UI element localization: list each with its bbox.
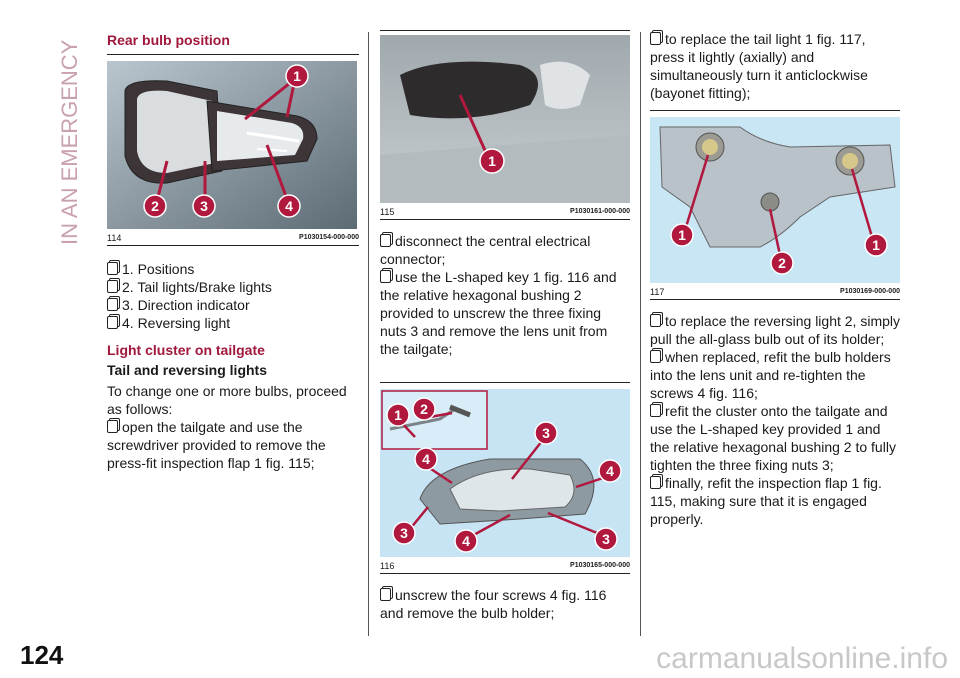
callout-3 xyxy=(193,195,215,217)
legend-item: 1. Positions xyxy=(107,260,359,278)
figure-code: P1030169-000-000 xyxy=(840,288,900,295)
side-title-text: IN AN EMERGENCY xyxy=(57,39,82,245)
svg-text:1: 1 xyxy=(872,237,880,253)
figure-116-image xyxy=(380,389,630,557)
figure-115-caption xyxy=(380,205,630,219)
callout-4 xyxy=(415,448,437,470)
checkbox-icon xyxy=(650,32,661,45)
checkbox-icon xyxy=(650,314,661,327)
step-item: to replace the tail light 1 fig. 117, press it lightly (axially) and simultaneously turn it anticlockwise (bayonet fitting); xyxy=(650,31,868,101)
step-item: disconnect the central electrical connector; xyxy=(380,233,591,267)
callout-1 xyxy=(480,149,504,173)
figure-117-image xyxy=(650,117,900,283)
figure-number: 114 xyxy=(107,233,122,243)
svg-text:1: 1 xyxy=(678,227,686,243)
svg-text:4: 4 xyxy=(606,463,614,479)
figure-115-image xyxy=(380,35,630,203)
svg-text:3: 3 xyxy=(200,198,208,214)
callout-3 xyxy=(535,422,557,444)
step-item: finally, refit the inspection flap 1 fig. 115, making sure that it is engaged properly. xyxy=(650,475,882,527)
legend-list xyxy=(107,260,359,332)
step-item: use the L-shaped key 1 fig. 116 and the relative hexagonal bushing 2 provided to unscrew the three fixing nuts 3 and remove the lens unit from the tailgate; xyxy=(380,269,617,357)
svg-text:4: 4 xyxy=(285,198,293,214)
column-1 xyxy=(107,30,359,472)
watermark: carmanualsonline.info xyxy=(656,642,948,675)
svg-text:3: 3 xyxy=(400,525,408,541)
column-divider xyxy=(640,32,641,636)
figure-114-caption xyxy=(107,231,359,245)
column-divider xyxy=(368,32,369,636)
legend-item: 4. Reversing light xyxy=(107,314,359,332)
step-item: unscrew the four screws 4 fig. 116 and remove the bulb holder; xyxy=(380,587,607,621)
callout-2 xyxy=(144,195,166,217)
callout-1 xyxy=(671,224,693,246)
checkbox-icon xyxy=(380,234,391,247)
callout-2 xyxy=(771,252,793,274)
callout-4 xyxy=(455,530,477,552)
figure-number: 116 xyxy=(380,561,395,571)
intro-text: To change one or more bulbs, proceed as follows: xyxy=(107,383,347,417)
svg-text:2: 2 xyxy=(778,255,786,271)
checkbox-icon xyxy=(107,420,118,433)
svg-text:4: 4 xyxy=(462,533,470,549)
figure-code: P1030154-000-000 xyxy=(299,234,359,241)
svg-text:1: 1 xyxy=(293,68,301,84)
column-2 xyxy=(380,30,630,622)
checkbox-icon xyxy=(107,316,118,329)
svg-text:4: 4 xyxy=(422,451,430,467)
svg-text:1: 1 xyxy=(394,407,402,423)
callout-4 xyxy=(278,195,300,217)
callout-1 xyxy=(865,234,887,256)
column-3 xyxy=(650,30,900,528)
heading-tail-reversing: Tail and reversing lights xyxy=(107,362,268,378)
svg-text:1: 1 xyxy=(488,153,496,169)
checkbox-icon xyxy=(107,280,118,293)
checkbox-icon xyxy=(380,270,391,283)
step-item: when replaced, refit the bulb holders into the lens unit and re-tighten the screws 4 fig. 116; xyxy=(650,349,891,401)
page-number: 124 xyxy=(20,640,64,670)
figure-code: P1030165-000-000 xyxy=(570,562,630,569)
figure-117-caption xyxy=(650,285,900,299)
callout-1 xyxy=(286,65,308,87)
checkbox-icon xyxy=(107,298,118,311)
figure-117 xyxy=(650,110,900,300)
section-side-title xyxy=(52,30,86,250)
figure-number: 115 xyxy=(380,207,395,217)
callout-3 xyxy=(393,522,415,544)
figure-114 xyxy=(107,54,359,246)
svg-text:3: 3 xyxy=(602,531,610,547)
step-item: open the tailgate and use the screwdriver provided to remove the press-fit inspection flap 1 fig. 115; xyxy=(107,419,326,471)
heading-light-cluster: Light cluster on tailgate xyxy=(107,342,265,358)
svg-text:3: 3 xyxy=(542,425,550,441)
figure-116-caption xyxy=(380,559,630,573)
step-item: to replace the reversing light 2, simply pull the all-glass bulb out of its holder; xyxy=(650,313,900,347)
checkbox-icon xyxy=(650,476,661,489)
legend-item: 2. Tail lights/Brake lights xyxy=(107,278,359,296)
figure-114-image xyxy=(107,61,357,229)
legend-item: 3. Direction indicator xyxy=(107,296,359,314)
figure-115 xyxy=(380,30,630,220)
heading-rear-bulb-position: Rear bulb position xyxy=(107,32,230,48)
checkbox-icon xyxy=(107,262,118,275)
step-item: refit the cluster onto the tailgate and use the L-shaped key provided 1 and the relative hexagonal bushing 2 to fully tighten the three fixing nuts 3; xyxy=(650,403,896,473)
callout-2 xyxy=(413,398,435,420)
callout-3 xyxy=(595,528,617,550)
svg-text:2: 2 xyxy=(151,198,159,214)
checkbox-icon xyxy=(380,588,391,601)
checkbox-icon xyxy=(650,350,661,363)
figure-number: 117 xyxy=(650,287,665,297)
svg-text:2: 2 xyxy=(420,401,428,417)
checkbox-icon xyxy=(650,404,661,417)
figure-116 xyxy=(380,382,630,574)
callout-1 xyxy=(387,404,409,426)
figure-code: P1030161-000-000 xyxy=(570,208,630,215)
callout-4 xyxy=(599,460,621,482)
